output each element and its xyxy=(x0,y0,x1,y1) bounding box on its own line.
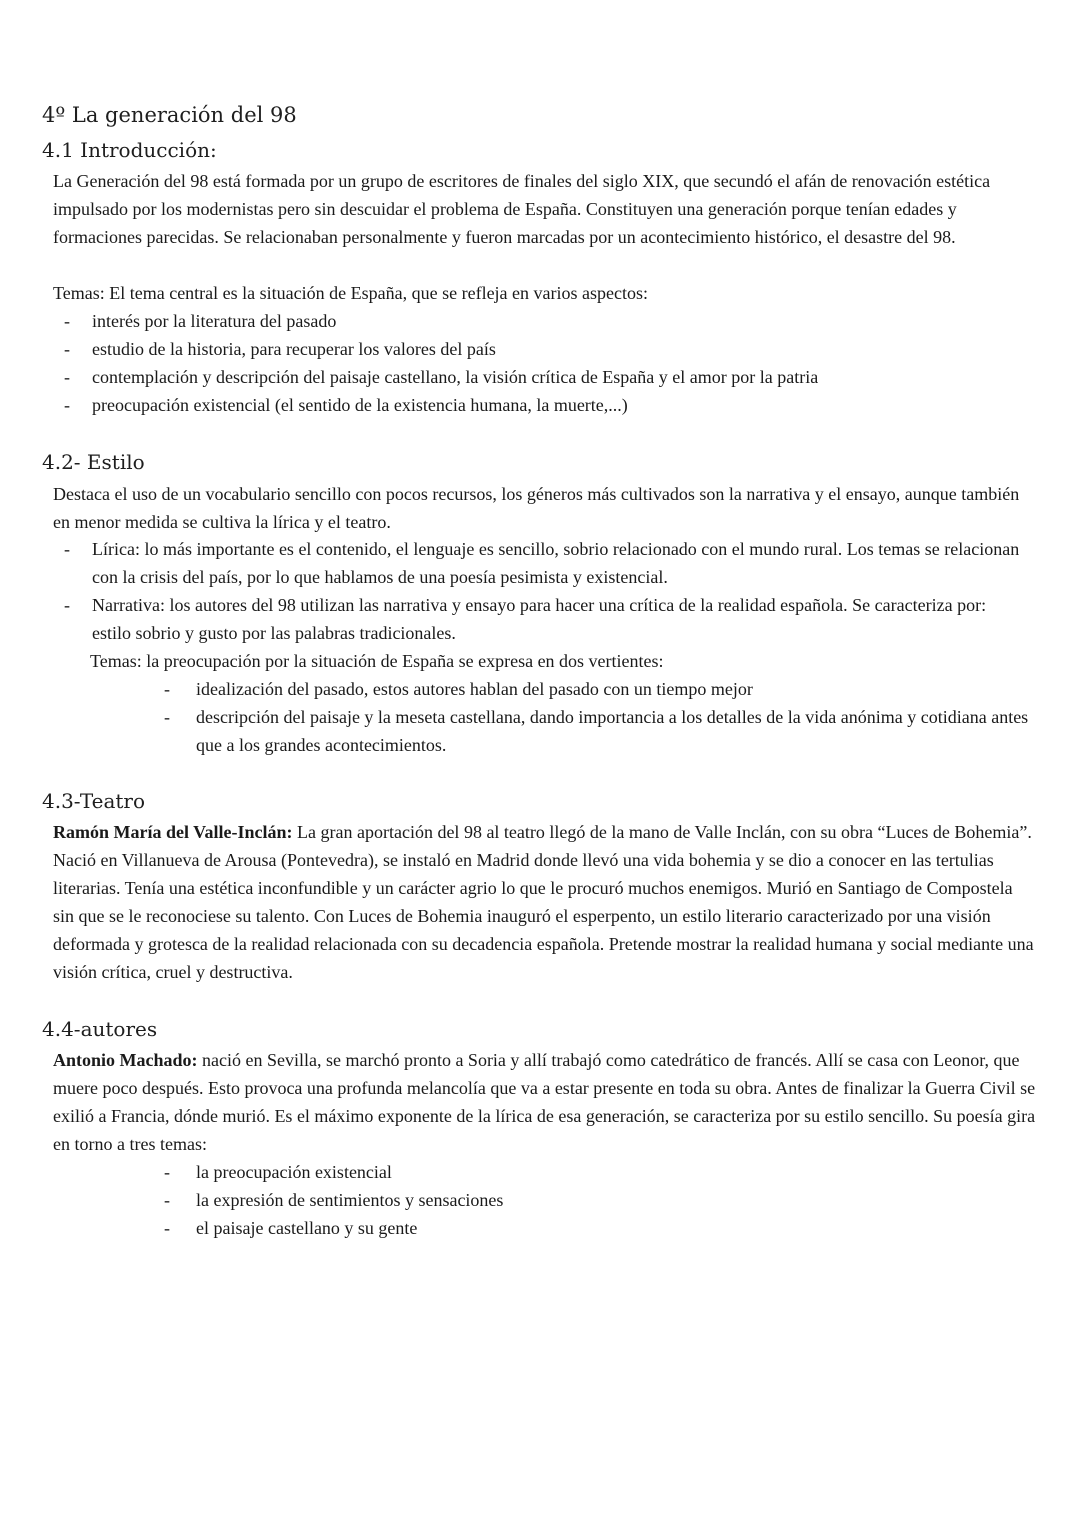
list-item: - Lírica: lo más importante es el contenido, el lenguaje es sencillo, sobrio relacionado con el mundo rural. Los temas se relacionan con la crisis del país, por lo que hablamos de una poesía pesimista y existencial. xyxy=(64,539,1020,587)
list-item: - idealización del pasado, estos autores hablan del pasado con un tiempo mejor xyxy=(164,679,753,699)
list-item: - la expresión de sentimientos y sensaciones xyxy=(164,1190,504,1210)
list-item: - estudio de la historia, para recuperar los valores del país xyxy=(64,339,496,359)
document-title: 4º La generación del 98 xyxy=(42,103,297,127)
estilo-temas: Temas: la preocupación por la situación de España se expresa en dos vertientes: xyxy=(90,651,664,671)
estilo-paragraph: Destaca el uso de un vocabulario sencillo con pocos recursos, los géneros más cultivados son la narrativa y el ensayo, aunque también en menor medida se cultiva la lírica y el teatro. xyxy=(53,484,1020,532)
section-heading-estilo: 4.2- Estilo xyxy=(42,450,145,474)
intro-temas: Temas: El tema central es la situación de España, que se refleja en varios aspectos: xyxy=(53,283,649,303)
section-heading-teatro: 4.3-Teatro xyxy=(42,789,146,813)
list-item: - interés por la literatura del pasado xyxy=(64,311,337,331)
list-item: - Narrativa: los autores del 98 utilizan las narrativa y ensayo para hacer una crítica de la realidad española. Se caracteriza por: estilo sobrio y gusto por las palabras tradicionales. xyxy=(64,595,987,643)
section-heading-autores: 4.4-autores xyxy=(42,1017,158,1041)
author-name: Ramón María del Valle-Inclán: xyxy=(53,822,293,842)
list-item: - preocupación existencial (el sentido de la existencia humana, la muerte,...) xyxy=(64,395,628,415)
author-name: Antonio Machado: xyxy=(53,1050,198,1070)
teatro-paragraph: Ramón María del Valle-Inclán: La gran aportación del 98 al teatro llegó de la mano de Valle Inclán, con su obra “Luces de Bohemia”. Nació en Villanueva de Arousa (Pontevedra), se instaló en Madrid donde llevó una vida bohemia y se dio a conocer en las tertulias literarias. Tenía una estética inconfundible y un carácter agrio lo que le procuró muchos enemigos. Murió en Santiago de Compostela sin que se le reconociese su talento. Con Luces de Bohemia inauguró el esperpento, un estilo literario caracterizado por una visión deformada y grotesca de la realidad relacionada con su decadencia española. Pretende mostrar la realidad humana y social mediante una visión crítica, cruel y destructiva. xyxy=(53,822,1034,982)
list-item: - el paisaje castellano y su gente xyxy=(164,1218,418,1238)
autores-paragraph: Antonio Machado: nació en Sevilla, se marchó pronto a Soria y allí trabajó como catedrático de francés. Allí se casa con Leonor, que muere poco después. Esto provoca una profunda melancolía que va a estar presente en toda su obra. Antes de finalizar la Guerra Civil se exilió a Francia, dónde murió. Es el máximo exponente de la lírica de esa generación, se caracteriza por su estilo sencillo. Su poesía gira en torno a tres temas: xyxy=(53,1050,1036,1154)
list-item: - contemplación y descripción del paisaje castellano, la visión crítica de España y el amor por la patria xyxy=(64,367,819,387)
section-heading-introduccion: 4.1 Introducción: xyxy=(42,138,217,162)
intro-paragraph: La Generación del 98 está formada por un grupo de escritores de finales del siglo XIX, que secundó el afán de renovación estética impulsado por los modernistas pero sin descuidar el problema de España. Constituyen una generación porque tenían edades y formaciones parecidas. Se relacionaban personalmente y fueron marcadas por un acontecimiento histórico, el desastre del 98. xyxy=(53,171,991,247)
list-item: - la preocupación existencial xyxy=(164,1162,392,1182)
list-item: - descripción del paisaje y la meseta castellana, dando importancia a los detalles de la vida anónima y cotidiana antes que a los grandes acontecimientos. xyxy=(164,707,1029,755)
